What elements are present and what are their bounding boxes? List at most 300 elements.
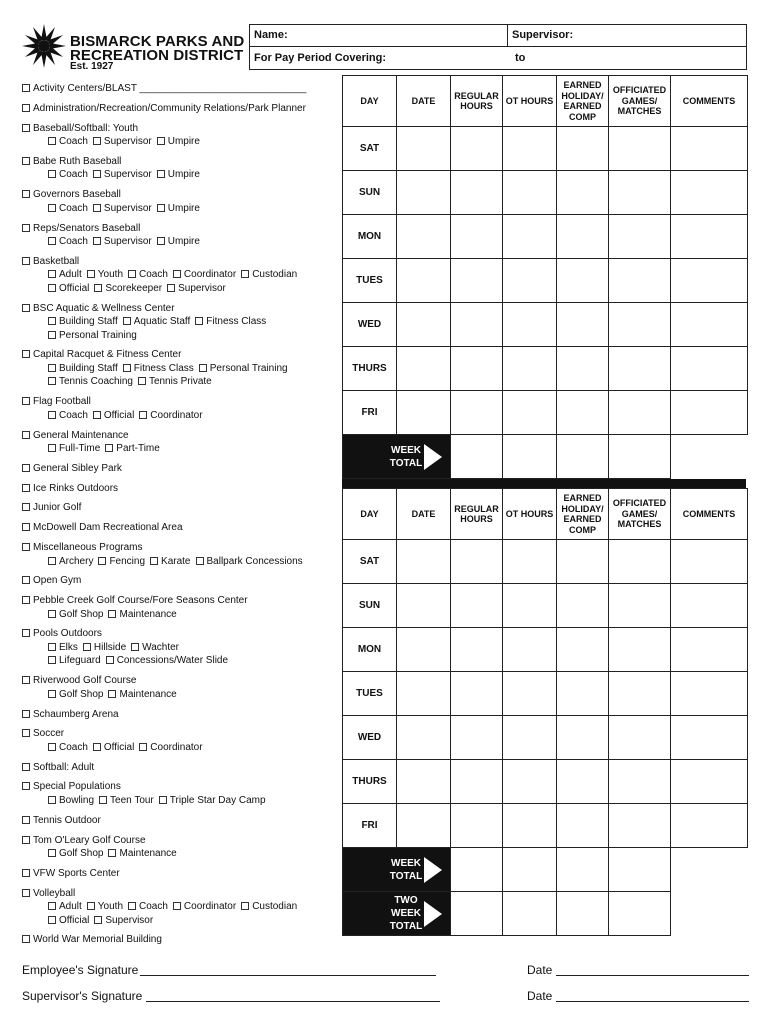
program-sub-option[interactable] <box>48 203 88 214</box>
program-sub-option[interactable] <box>173 901 236 912</box>
program-sub-option[interactable] <box>139 410 202 421</box>
checkbox[interactable] <box>94 916 102 924</box>
entry-cell[interactable] <box>671 303 748 347</box>
program-item[interactable] <box>22 501 81 515</box>
checkbox[interactable] <box>48 610 56 618</box>
checkbox[interactable] <box>167 284 175 292</box>
entry-cell[interactable] <box>609 540 671 584</box>
entry-cell[interactable] <box>503 391 557 435</box>
entry-cell[interactable] <box>397 672 451 716</box>
checkbox[interactable] <box>22 782 30 790</box>
program-item[interactable] <box>22 933 162 947</box>
program-label: Miscellaneous Programs <box>33 542 143 553</box>
program-item[interactable] <box>22 521 183 535</box>
program-sub-option[interactable] <box>48 642 78 653</box>
week2-timesheet-table <box>342 488 748 936</box>
program-item[interactable] <box>22 594 248 608</box>
checkbox[interactable] <box>22 729 30 737</box>
entry-cell[interactable] <box>451 303 503 347</box>
entry-cell[interactable] <box>671 127 748 171</box>
program-sub-option[interactable] <box>48 169 88 180</box>
entry-cell[interactable] <box>557 804 609 848</box>
checkbox[interactable] <box>128 902 136 910</box>
employee-signature-line[interactable] <box>140 975 436 976</box>
checkbox[interactable] <box>106 656 114 664</box>
checkbox[interactable] <box>83 643 91 651</box>
program-sub-options <box>48 135 205 149</box>
entry-cell[interactable] <box>397 259 451 303</box>
program-sub-option[interactable] <box>48 236 88 247</box>
entry-cell[interactable] <box>609 259 671 303</box>
entry-cell[interactable] <box>557 760 609 804</box>
checkbox[interactable] <box>48 643 56 651</box>
entry-cell[interactable] <box>609 672 671 716</box>
entry-cell[interactable] <box>557 347 609 391</box>
entry-cell[interactable] <box>503 672 557 716</box>
entry-cell[interactable] <box>503 584 557 628</box>
checkbox[interactable] <box>159 796 167 804</box>
program-item[interactable] <box>22 122 138 136</box>
program-item[interactable] <box>22 574 81 588</box>
entry-cell[interactable] <box>503 171 557 215</box>
program-item[interactable] <box>22 814 101 828</box>
entry-cell[interactable] <box>557 127 609 171</box>
entry-cell[interactable] <box>609 303 671 347</box>
entry-cell[interactable] <box>671 672 748 716</box>
program-sub-option[interactable] <box>48 689 103 700</box>
checkbox[interactable] <box>138 377 146 385</box>
entry-cell[interactable] <box>397 540 451 584</box>
entry-cell[interactable] <box>671 215 748 259</box>
program-sub-option[interactable] <box>93 136 152 147</box>
checkbox[interactable] <box>241 270 249 278</box>
option-label: Ballpark Concessions <box>206 555 303 567</box>
program-sub-option[interactable] <box>93 203 152 214</box>
entry-cell[interactable] <box>397 716 451 760</box>
entry-cell[interactable] <box>671 259 748 303</box>
entry-cell[interactable] <box>671 760 748 804</box>
checkbox[interactable] <box>93 237 101 245</box>
entry-cell[interactable] <box>557 391 609 435</box>
entry-cell[interactable] <box>451 716 503 760</box>
program-sub-option[interactable] <box>48 443 100 454</box>
program-item[interactable] <box>22 462 122 476</box>
entry-cell[interactable] <box>503 303 557 347</box>
program-sub-option[interactable] <box>157 236 200 247</box>
program-sub-option[interactable] <box>157 203 200 214</box>
entry-cell[interactable] <box>503 215 557 259</box>
checkbox[interactable] <box>22 503 30 511</box>
program-sub-option[interactable] <box>93 169 152 180</box>
checkbox[interactable] <box>157 237 165 245</box>
checkbox[interactable] <box>22 836 30 844</box>
entry-cell[interactable] <box>503 127 557 171</box>
checkbox[interactable] <box>150 557 158 565</box>
entry-cell[interactable] <box>503 347 557 391</box>
program-sub-option[interactable] <box>48 269 82 280</box>
entry-cell[interactable] <box>397 215 451 259</box>
total-cell[interactable] <box>451 848 503 892</box>
checkbox[interactable] <box>48 204 56 212</box>
checkbox[interactable] <box>93 137 101 145</box>
checkbox[interactable] <box>22 763 30 771</box>
checkbox[interactable] <box>22 157 30 165</box>
program-sub-option[interactable] <box>48 283 89 294</box>
entry-cell[interactable] <box>609 584 671 628</box>
day-label: THURS <box>343 347 397 391</box>
program-sub-option[interactable] <box>167 283 226 294</box>
entry-cell[interactable] <box>671 628 748 672</box>
entry-cell[interactable] <box>451 127 503 171</box>
entry-cell[interactable] <box>451 215 503 259</box>
program-item[interactable] <box>22 674 136 688</box>
checkbox[interactable] <box>22 190 30 198</box>
entry-cell[interactable] <box>397 171 451 215</box>
program-sub-option[interactable] <box>48 848 103 859</box>
program-sub-option[interactable] <box>48 330 137 341</box>
program-item[interactable] <box>22 708 119 722</box>
entry-cell[interactable] <box>397 584 451 628</box>
program-sub-option[interactable] <box>128 901 168 912</box>
program-sub-option[interactable] <box>48 316 118 327</box>
program-item[interactable] <box>22 188 121 202</box>
entry-cell[interactable] <box>557 584 609 628</box>
program-item[interactable] <box>22 255 79 269</box>
program-sub-option[interactable] <box>93 236 152 247</box>
program-sub-option[interactable] <box>195 316 266 327</box>
total-cell[interactable] <box>609 892 671 936</box>
program-sub-options <box>48 362 293 376</box>
program-item[interactable] <box>22 867 120 881</box>
program-item[interactable] <box>22 302 175 316</box>
entry-cell[interactable] <box>503 628 557 672</box>
checkbox[interactable] <box>173 270 181 278</box>
checkbox[interactable] <box>48 170 56 178</box>
entry-cell[interactable] <box>397 391 451 435</box>
checkbox[interactable] <box>22 869 30 877</box>
supervisor-date-line[interactable] <box>556 1001 749 1002</box>
program-sub-option[interactable] <box>159 795 266 806</box>
program-sub-option[interactable] <box>150 556 190 567</box>
entry-cell[interactable] <box>671 347 748 391</box>
checkbox[interactable] <box>139 411 147 419</box>
program-item[interactable] <box>22 761 94 775</box>
checkbox[interactable] <box>22 124 30 132</box>
total-cell[interactable] <box>609 435 671 479</box>
entry-cell[interactable] <box>609 171 671 215</box>
program-item[interactable] <box>22 834 146 848</box>
checkbox[interactable] <box>22 464 30 472</box>
program-sub-option[interactable] <box>48 655 101 666</box>
checkbox[interactable] <box>93 204 101 212</box>
checkbox[interactable] <box>22 397 30 405</box>
entry-cell[interactable] <box>609 716 671 760</box>
program-item[interactable] <box>22 102 306 116</box>
checkbox[interactable] <box>48 690 56 698</box>
program-sub-option[interactable] <box>48 376 133 387</box>
entry-cell[interactable] <box>397 303 451 347</box>
checkbox[interactable] <box>93 411 101 419</box>
total-cell[interactable] <box>503 435 557 479</box>
checkbox[interactable] <box>22 629 30 637</box>
supervisor-field[interactable] <box>507 24 747 47</box>
checkbox[interactable] <box>48 796 56 804</box>
checkbox[interactable] <box>48 377 56 385</box>
entry-cell[interactable] <box>609 760 671 804</box>
entry-cell[interactable] <box>451 672 503 716</box>
pay-period-field[interactable] <box>249 46 747 70</box>
checkbox[interactable] <box>22 304 30 312</box>
checkbox[interactable] <box>99 796 107 804</box>
program-sub-option[interactable] <box>93 410 134 421</box>
program-item[interactable] <box>22 727 64 741</box>
entry-cell[interactable] <box>451 584 503 628</box>
program-sub-option[interactable] <box>131 642 179 653</box>
program-sub-option[interactable] <box>48 609 103 620</box>
program-sub-option[interactable] <box>241 269 297 280</box>
checkbox[interactable] <box>22 576 30 584</box>
checkbox[interactable] <box>48 743 56 751</box>
checkbox[interactable] <box>48 331 56 339</box>
program-item[interactable] <box>22 627 102 641</box>
entry-cell[interactable] <box>609 391 671 435</box>
total-cell[interactable] <box>503 848 557 892</box>
entry-cell[interactable] <box>671 171 748 215</box>
checkbox[interactable] <box>196 557 204 565</box>
program-item[interactable] <box>22 222 140 236</box>
program-sub-option[interactable] <box>123 363 194 374</box>
checkbox[interactable] <box>108 610 116 618</box>
checkbox[interactable] <box>22 935 30 943</box>
program-sub-option[interactable] <box>98 556 145 567</box>
program-sub-option[interactable] <box>94 915 153 926</box>
entry-cell[interactable] <box>557 672 609 716</box>
checkbox[interactable] <box>48 557 56 565</box>
checkbox[interactable] <box>48 849 56 857</box>
checkbox[interactable] <box>128 270 136 278</box>
checkbox[interactable] <box>241 902 249 910</box>
checkbox[interactable] <box>48 317 56 325</box>
entry-cell[interactable] <box>609 215 671 259</box>
program-sub-option[interactable] <box>157 169 200 180</box>
entry-cell[interactable] <box>397 628 451 672</box>
entry-cell[interactable] <box>451 347 503 391</box>
checkbox[interactable] <box>139 743 147 751</box>
name-field[interactable] <box>249 24 508 47</box>
checkbox[interactable] <box>48 270 56 278</box>
checkbox[interactable] <box>105 444 113 452</box>
entry-cell[interactable] <box>503 716 557 760</box>
program-item[interactable] <box>22 348 181 362</box>
option-label: Supervisor <box>103 169 152 181</box>
checkbox[interactable] <box>199 364 207 372</box>
entry-cell[interactable] <box>557 303 609 347</box>
checkbox[interactable] <box>22 676 30 684</box>
entry-cell[interactable] <box>397 347 451 391</box>
total-cell[interactable] <box>609 848 671 892</box>
checkbox[interactable] <box>98 557 106 565</box>
total-cell[interactable] <box>557 848 609 892</box>
checkbox[interactable] <box>22 224 30 232</box>
total-cell[interactable] <box>557 435 609 479</box>
program-sub-option[interactable] <box>173 269 236 280</box>
program-item[interactable] <box>22 395 91 409</box>
program-sub-option[interactable] <box>48 556 93 567</box>
program-sub-option[interactable] <box>108 689 176 700</box>
checkbox[interactable] <box>87 270 95 278</box>
program-sub-option[interactable] <box>87 901 123 912</box>
checkbox[interactable] <box>93 743 101 751</box>
program-label: Babe Ruth Baseball <box>33 155 122 167</box>
checkbox[interactable] <box>22 431 30 439</box>
checkbox[interactable] <box>48 411 56 419</box>
entry-cell[interactable] <box>609 127 671 171</box>
program-sub-option[interactable] <box>128 269 168 280</box>
program-sub-option[interactable] <box>105 443 160 454</box>
total-cell[interactable] <box>557 892 609 936</box>
program-sub-option[interactable] <box>48 915 89 926</box>
program-sub-option[interactable] <box>48 901 82 912</box>
program-sub-option[interactable] <box>83 642 126 653</box>
checkbox[interactable] <box>22 257 30 265</box>
checkbox[interactable] <box>22 596 30 604</box>
option-label: Official <box>103 409 135 421</box>
program-item[interactable] <box>22 82 306 96</box>
checkbox[interactable] <box>48 916 56 924</box>
checkbox[interactable] <box>48 237 56 245</box>
checkbox[interactable] <box>48 137 56 145</box>
entry-cell[interactable] <box>397 760 451 804</box>
checkbox[interactable] <box>22 523 30 531</box>
checkbox[interactable] <box>131 643 139 651</box>
entry-cell[interactable] <box>451 259 503 303</box>
checkbox[interactable] <box>48 284 56 292</box>
checkbox[interactable] <box>48 444 56 452</box>
program-sub-option[interactable] <box>87 269 123 280</box>
checkbox[interactable] <box>93 170 101 178</box>
entry-cell[interactable] <box>557 259 609 303</box>
program-sub-option[interactable] <box>108 848 176 859</box>
checkbox[interactable] <box>22 816 30 824</box>
program-item[interactable] <box>22 482 118 496</box>
program-sub-option[interactable] <box>99 795 154 806</box>
entry-cell[interactable] <box>451 171 503 215</box>
entry-cell[interactable] <box>609 628 671 672</box>
program-label: Capital Racquet & Fitness Center <box>33 349 182 361</box>
entry-cell[interactable] <box>557 540 609 584</box>
entry-cell[interactable] <box>451 391 503 435</box>
program-sub-option[interactable] <box>139 742 202 753</box>
entry-cell[interactable] <box>503 760 557 804</box>
entry-cell[interactable] <box>397 804 451 848</box>
total-cell[interactable] <box>451 892 503 936</box>
checkbox[interactable] <box>108 690 116 698</box>
entry-cell[interactable] <box>609 347 671 391</box>
program-sub-option[interactable] <box>241 901 297 912</box>
program-sub-option[interactable] <box>48 795 94 806</box>
entry-cell[interactable] <box>451 760 503 804</box>
checkbox[interactable] <box>157 204 165 212</box>
entry-cell[interactable] <box>671 584 748 628</box>
entry-cell[interactable] <box>671 804 748 848</box>
total-cell[interactable] <box>451 435 503 479</box>
checkbox[interactable] <box>94 284 102 292</box>
checkbox[interactable] <box>195 317 203 325</box>
program-sub-option[interactable] <box>48 742 88 753</box>
program-sub-option[interactable] <box>108 609 176 620</box>
checkbox[interactable] <box>22 484 30 492</box>
checkbox[interactable] <box>22 543 30 551</box>
checkbox[interactable] <box>22 104 30 112</box>
checkbox[interactable] <box>22 710 30 718</box>
empty-cell <box>671 892 748 936</box>
two-week-total-row <box>343 892 748 936</box>
checkbox[interactable] <box>87 902 95 910</box>
entry-cell[interactable] <box>557 628 609 672</box>
program-sub-option[interactable] <box>48 136 88 147</box>
entry-cell[interactable] <box>557 171 609 215</box>
entry-cell[interactable] <box>451 804 503 848</box>
program-sub-option[interactable] <box>48 410 88 421</box>
day-row <box>343 347 748 391</box>
checkbox[interactable] <box>48 364 56 372</box>
supervisor-signature-line[interactable] <box>146 1001 440 1002</box>
entry-cell[interactable] <box>557 716 609 760</box>
checkbox[interactable] <box>157 137 165 145</box>
entry-cell[interactable] <box>609 804 671 848</box>
entry-cell[interactable] <box>451 540 503 584</box>
checkbox[interactable] <box>48 656 56 664</box>
entry-cell[interactable] <box>503 540 557 584</box>
entry-cell[interactable] <box>451 628 503 672</box>
program-sub-option[interactable] <box>93 742 134 753</box>
program-item[interactable] <box>22 155 121 169</box>
entry-cell[interactable] <box>397 127 451 171</box>
checkbox[interactable] <box>157 170 165 178</box>
checkbox[interactable] <box>173 902 181 910</box>
program-item[interactable] <box>22 429 129 443</box>
checkbox[interactable] <box>22 350 30 358</box>
program-sub-option[interactable] <box>48 363 118 374</box>
option-label: Part-Time <box>116 443 160 454</box>
program-item[interactable] <box>22 780 121 794</box>
program-sub-option[interactable] <box>199 363 288 374</box>
entry-cell[interactable] <box>503 259 557 303</box>
checkbox[interactable] <box>108 849 116 857</box>
employee-date-line[interactable] <box>556 975 749 976</box>
program-sub-option[interactable] <box>157 136 200 147</box>
program-sub-option[interactable] <box>196 556 303 567</box>
checkbox[interactable] <box>48 902 56 910</box>
checkbox[interactable] <box>22 889 30 897</box>
checkbox[interactable] <box>123 317 131 325</box>
entry-cell[interactable] <box>671 716 748 760</box>
entry-cell[interactable] <box>671 391 748 435</box>
entry-cell[interactable] <box>671 540 748 584</box>
program-sub-option[interactable] <box>94 283 162 294</box>
total-cell[interactable] <box>503 892 557 936</box>
program-item[interactable] <box>22 887 75 901</box>
checkbox[interactable] <box>22 84 30 92</box>
program-sub-option[interactable] <box>123 316 191 327</box>
checkbox[interactable] <box>123 364 131 372</box>
program-sub-option[interactable] <box>106 655 228 666</box>
entry-cell[interactable] <box>503 804 557 848</box>
program-sub-option[interactable] <box>138 376 212 387</box>
entry-cell[interactable] <box>557 215 609 259</box>
program-label: General Maintenance <box>33 429 129 441</box>
program-item[interactable] <box>22 541 143 555</box>
